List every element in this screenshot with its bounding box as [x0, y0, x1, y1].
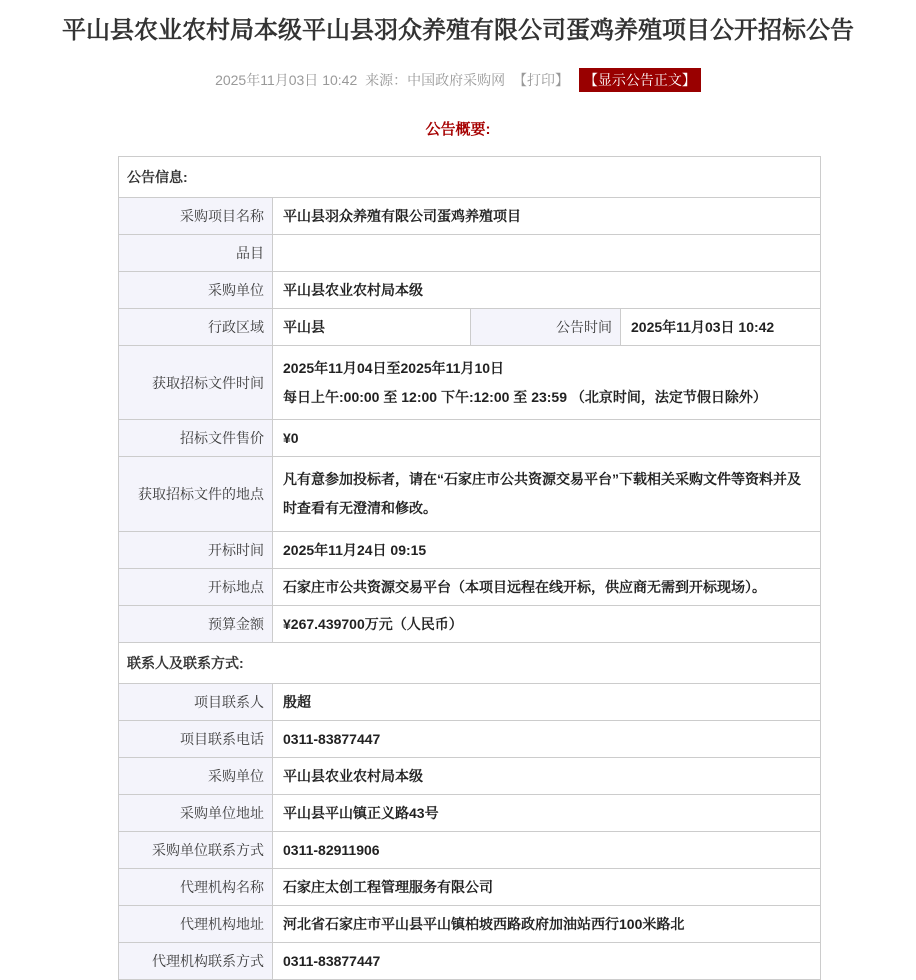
table-row [119, 235, 821, 272]
table-row [119, 605, 821, 642]
field-value: ¥0 [273, 420, 821, 457]
page-title: 平山县农业农村局本级平山县羽众养殖有限公司蛋鸡养殖项目公开招标公告 [62, 17, 854, 44]
field-value: 河北省石家庄市平山县平山镇柏坡西路政府加油站西行100米路北 [273, 905, 821, 942]
field-label: 项目联系人 [119, 683, 273, 720]
meta-line [0, 68, 916, 92]
section-header-row [119, 642, 821, 683]
field-value: 凡有意参加投标者，请在“石家庄市公共资源交易平台”下载相关采购文件等资料并及时查看有无澄清和修改。 [273, 457, 821, 531]
field-value: 2025年11月03日 10:42 [621, 309, 821, 346]
table-row [119, 683, 821, 720]
field-label: 采购单位联系方式 [119, 831, 273, 868]
field-value: 平山县农业农村局本级 [273, 757, 821, 794]
table-row [119, 272, 821, 309]
field-label: 获取招标文件的地点 [119, 457, 273, 531]
field-value: 平山县羽众养殖有限公司蛋鸡养殖项目 [273, 198, 821, 235]
field-label: 招标文件售价 [119, 420, 273, 457]
field-value: 平山县农业农村局本级 [273, 272, 821, 309]
field-label: 采购项目名称 [119, 198, 273, 235]
field-label: 采购单位地址 [119, 794, 273, 831]
print-button[interactable]: 【打印】 [513, 72, 570, 88]
table-row [119, 420, 821, 457]
publish-datetime: 2025年11月03日 10:42 [215, 72, 358, 88]
table-row [119, 757, 821, 794]
table-row [119, 568, 821, 605]
field-value: 石家庄市公共资源交易平台（本项目远程在线开标，供应商无需到开标现场）。 [273, 568, 821, 605]
source-label: 来源：中国政府采购网 [365, 72, 506, 88]
field-value: ¥267.439700万元（人民币） [273, 605, 821, 642]
field-label: 公告时间 [471, 309, 621, 346]
table-row [119, 720, 821, 757]
table-row [119, 198, 821, 235]
table-row [119, 794, 821, 831]
field-label: 代理机构名称 [119, 868, 273, 905]
field-value [273, 346, 821, 420]
field-label: 开标地点 [119, 568, 273, 605]
announcement-summary-table [118, 156, 821, 980]
table-row [119, 942, 821, 979]
field-value: 0311-83877447 [273, 942, 821, 979]
contact-section-header: 联系人及联系方式: [119, 642, 821, 683]
field-label: 代理机构联系方式 [119, 942, 273, 979]
field-label: 项目联系电话 [119, 720, 273, 757]
show-notice-button[interactable]: 【显示公告正文】 [579, 68, 701, 92]
field-label: 采购单位 [119, 272, 273, 309]
field-label: 品目 [119, 235, 273, 272]
field-label: 采购单位 [119, 757, 273, 794]
table-row [119, 905, 821, 942]
field-value-line-1: 2025年11月04日至2025年11月10日 [283, 360, 505, 376]
field-value: 殷超 [273, 683, 821, 720]
field-label: 行政区域 [119, 309, 273, 346]
field-value: 石家庄太创工程管理服务有限公司 [273, 868, 821, 905]
field-label: 获取招标文件时间 [119, 346, 273, 420]
table-row [119, 831, 821, 868]
field-value: 平山县平山镇正义路43号 [273, 794, 821, 831]
summary-heading: 公告概要: [425, 121, 491, 138]
table-row [119, 309, 821, 346]
field-value [273, 235, 821, 272]
info-section-header: 公告信息: [119, 157, 821, 198]
field-value: 2025年11月24日 09:15 [273, 531, 821, 568]
field-label: 开标时间 [119, 531, 273, 568]
table-row [119, 457, 821, 531]
table-row [119, 531, 821, 568]
field-label: 代理机构地址 [119, 905, 273, 942]
field-value: 平山县 [273, 309, 471, 346]
table-row [119, 346, 821, 420]
field-label: 预算金额 [119, 605, 273, 642]
field-value: 0311-82911906 [273, 831, 821, 868]
table-row [119, 868, 821, 905]
section-header-row [119, 157, 821, 198]
field-value: 0311-83877447 [273, 720, 821, 757]
field-value-line-2: 每日上午:00:00 至 12:00 下午:12:00 至 23:59 （北京时间，法定节假日除外） [283, 388, 767, 405]
